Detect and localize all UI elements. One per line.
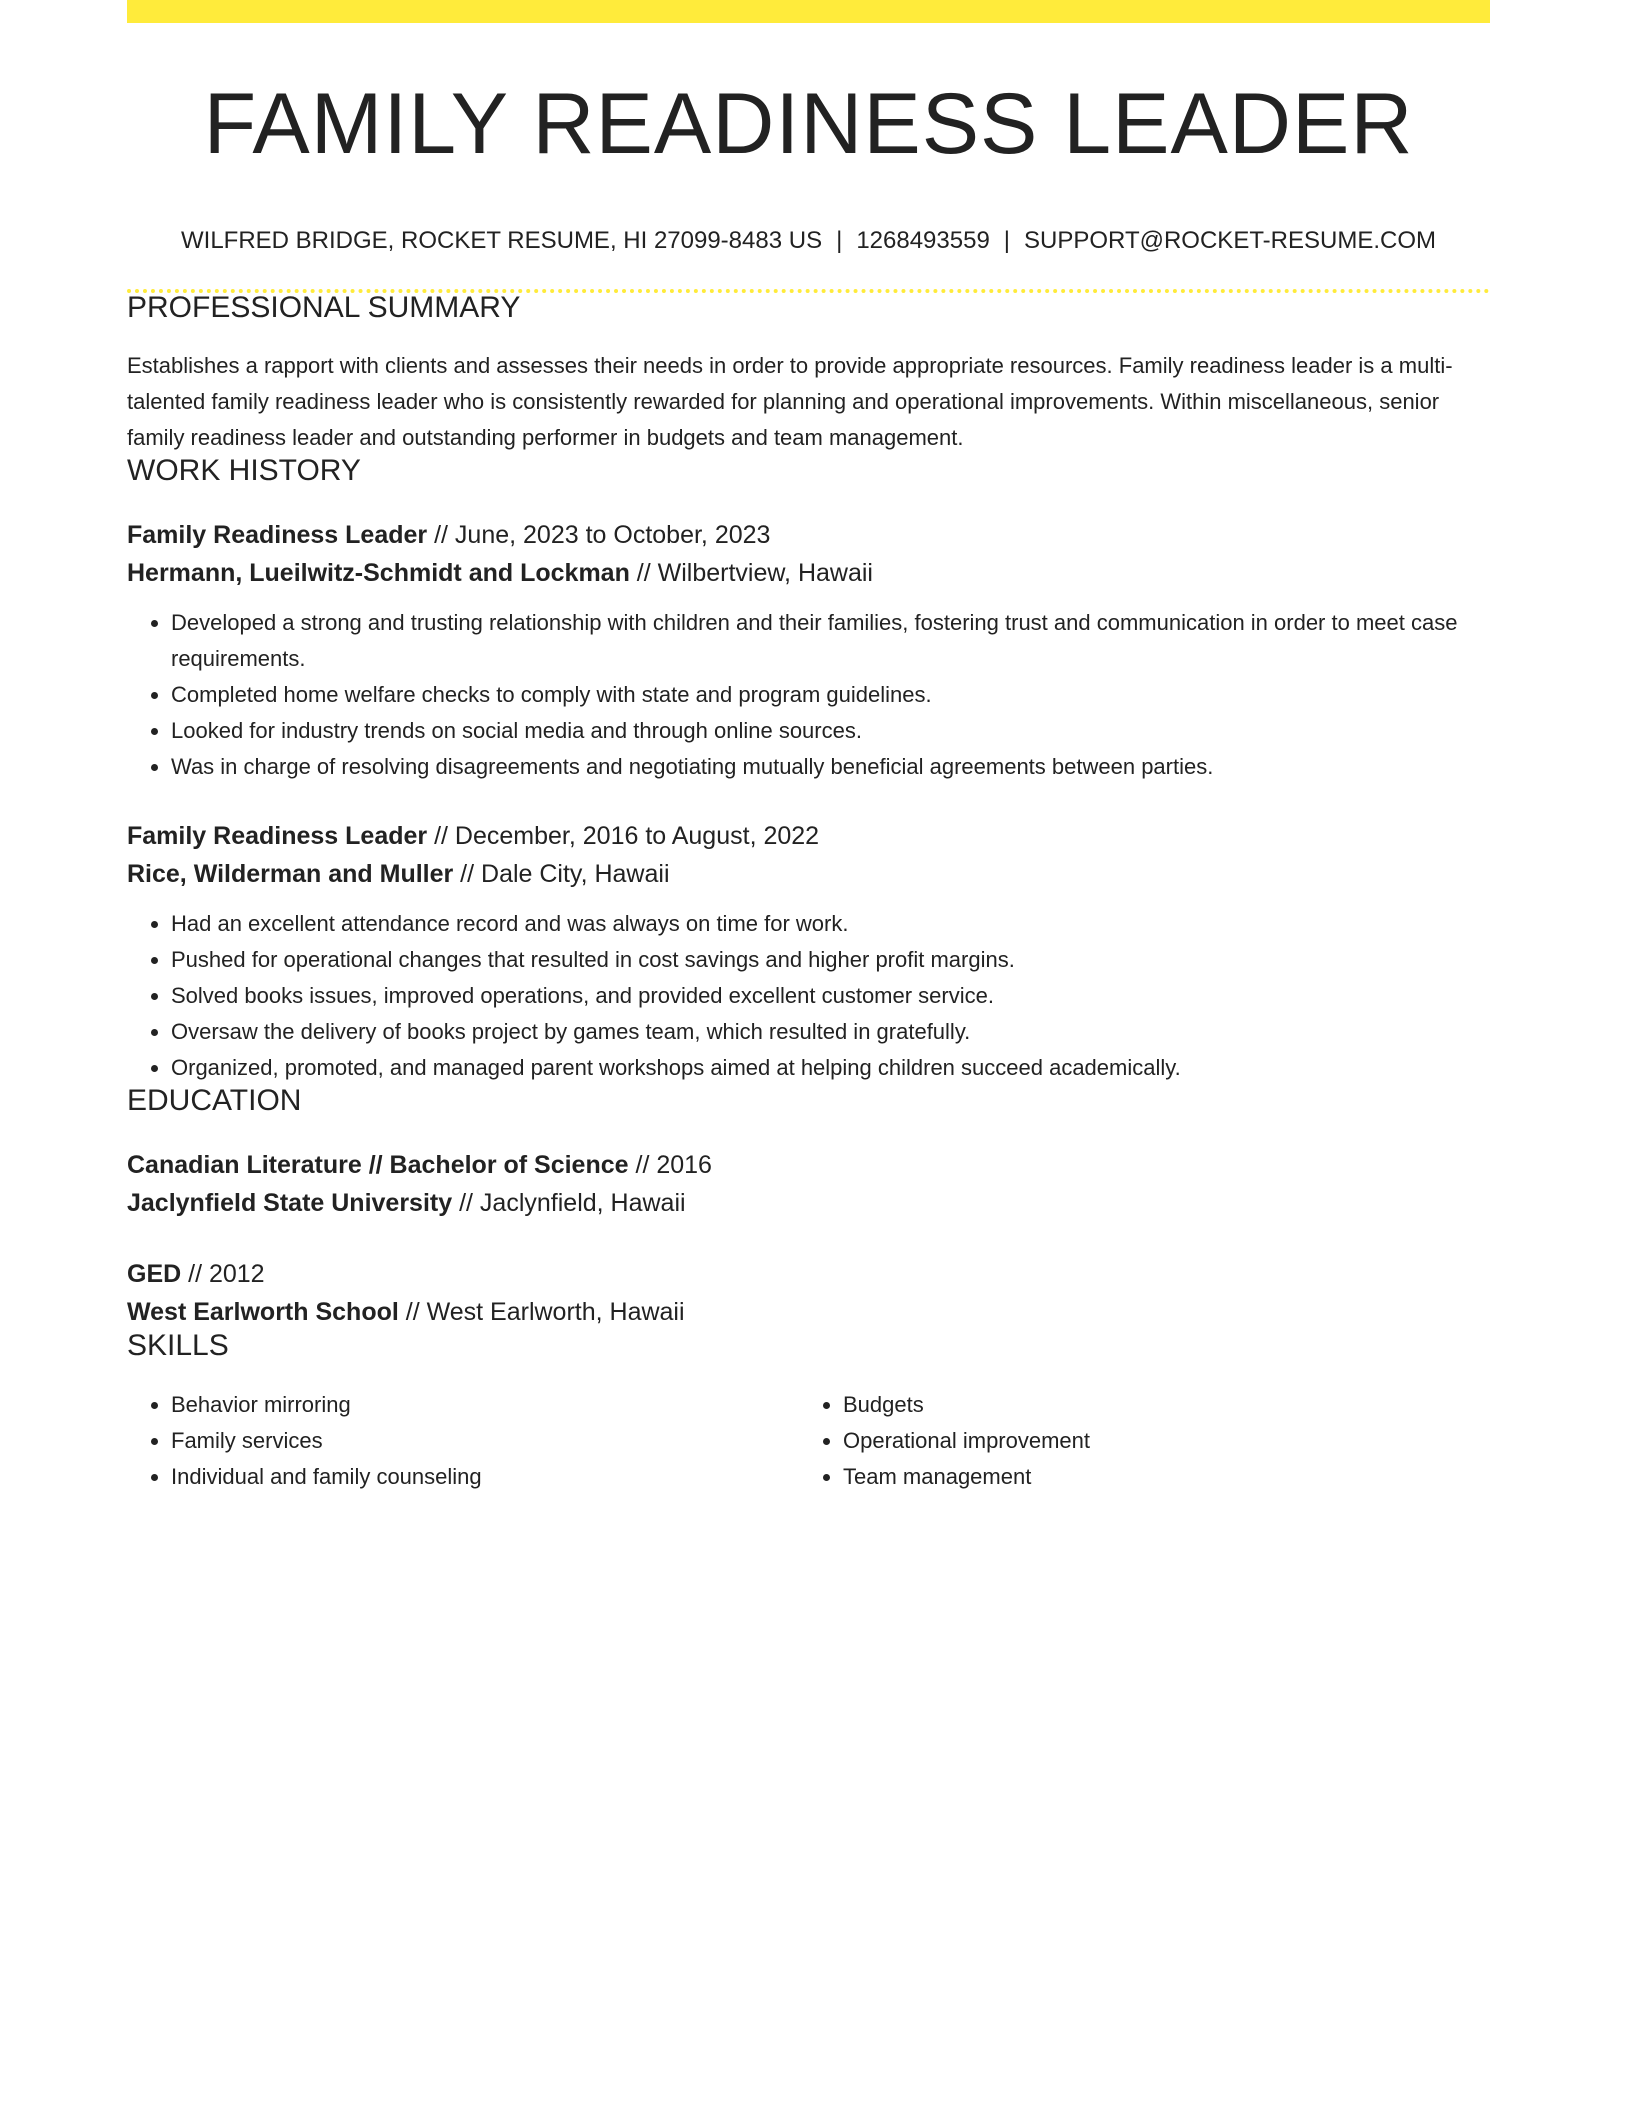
work-history-heading: WORK HISTORY [127, 454, 361, 487]
job-company: Rice, Wilderman and Muller [127, 860, 454, 888]
education-year: // 2016 [628, 1151, 712, 1179]
job-bullet: • Was in charge of resolving disagreements and negotiating mutually beneficial agreements between parties. [171, 749, 1490, 785]
skill-item: • Individual and family counseling [171, 1459, 799, 1495]
job-entry [127, 817, 1490, 1086]
education-heading: EDUCATION [127, 1084, 302, 1117]
job-company-line [127, 554, 1490, 592]
education-degree-line [127, 1146, 1490, 1184]
job-entry [127, 516, 1490, 785]
job-role: Family Readiness Leader [127, 822, 428, 850]
job-bullet: • Had an excellent attendance record and was always on time for work. [171, 906, 1490, 942]
contact-address: WILFRED BRIDGE, ROCKET RESUME, HI 27099-8483 US [181, 227, 823, 254]
job-dates: // December, 2016 to August, 2022 [427, 822, 820, 850]
contact-email: SUPPORT@ROCKET-RESUME.COM [1024, 227, 1436, 254]
accent-bar [127, 0, 1490, 23]
job-bullet: • Looked for industry trends on social media and through online sources. [171, 713, 1490, 749]
job-bullet: • Organized, promoted, and managed parent workshops aimed at helping children succeed academically. [171, 1050, 1490, 1086]
job-bullet: • Developed a strong and trusting relationship with children and their families, fostering trust and communication in order to meet case requirements. [171, 605, 1490, 677]
job-title-line [127, 516, 1490, 554]
job-location: // Wilbertview, Hawaii [629, 559, 873, 587]
skills-column-right [799, 1387, 1471, 1495]
job-company: Hermann, Lueilwitz-Schmidt and Lockman [127, 559, 630, 587]
skills-grid [127, 1387, 1490, 1495]
job-bullets [127, 605, 1490, 785]
job-bullet: • Solved books issues, improved operations, and provided excellent customer service. [171, 978, 1490, 1014]
job-bullet: • Oversaw the delivery of books project by games team, which resulted in gratefully. [171, 1014, 1490, 1050]
contact-separator: | [836, 227, 843, 254]
job-bullet: • Completed home welfare checks to comply with state and program guidelines. [171, 677, 1490, 713]
education-school: Jaclynfield State University [127, 1189, 453, 1217]
job-bullets [127, 906, 1490, 1086]
job-role: Family Readiness Leader [127, 521, 428, 549]
job-location: // Dale City, Hawaii [453, 860, 670, 888]
job-title-line [127, 817, 1490, 855]
skill-item: • Behavior mirroring [171, 1387, 799, 1423]
skill-item: • Family services [171, 1423, 799, 1459]
skill-item: • Operational improvement [843, 1423, 1471, 1459]
job-bullet: • Pushed for operational changes that resulted in cost savings and higher profit margins. [171, 942, 1490, 978]
summary-text: Establishes a rapport with clients and assesses their needs in order to provide appropriate resources. Family readiness leader is a multi-talented family readiness leader who is consistently rewarded for planning and operational improvements. Within miscellaneous, senior family readiness leader and outstanding performer in budgets and team management. [127, 353, 1453, 450]
education-location: // West Earlworth, Hawaii [398, 1298, 685, 1326]
education-school-line [127, 1293, 1490, 1331]
contact-phone: 1268493559 [856, 227, 990, 254]
skills-heading: SKILLS [127, 1329, 229, 1362]
education-school-line [127, 1184, 1490, 1222]
education-school: West Earlworth School [127, 1298, 399, 1326]
education-entry [127, 1255, 1490, 1331]
education-degree-line [127, 1255, 1490, 1293]
education-location: // Jaclynfield, Hawaii [452, 1189, 686, 1217]
resume-name: FAMILY READINESS LEADER [203, 76, 1414, 172]
education-entry [127, 1146, 1490, 1222]
summary-heading: PROFESSIONAL SUMMARY [127, 291, 521, 324]
job-dates: // June, 2023 to October, 2023 [427, 521, 771, 549]
skill-item: • Team management [843, 1459, 1471, 1495]
education-year: // 2012 [181, 1260, 265, 1288]
education-degree: GED [127, 1260, 182, 1288]
resume-page [127, 0, 1490, 1495]
skill-item: • Budgets [843, 1387, 1471, 1423]
job-company-line [127, 855, 1490, 893]
education-degree: Canadian Literature // Bachelor of Science [127, 1151, 629, 1179]
skills-column-left [127, 1387, 799, 1495]
contact-separator: | [1003, 227, 1011, 254]
contact-line [127, 229, 1490, 253]
